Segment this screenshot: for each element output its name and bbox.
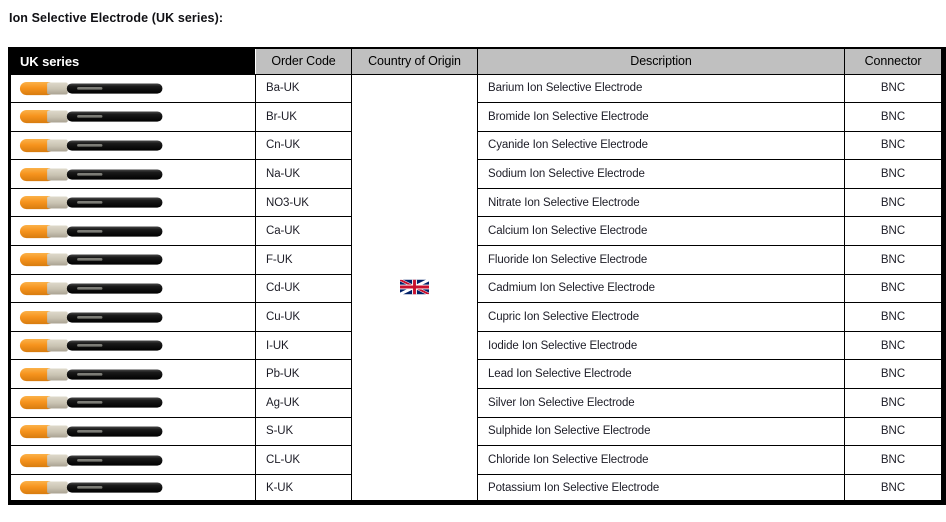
description: Sodium Ion Selective Electrode [488,168,645,181]
electrode-image [17,195,171,210]
electrode-label-mark [77,316,102,319]
order-code-cell [256,188,352,217]
description: Cupric Ion Selective Electrode [488,311,640,324]
connector: BNC [880,168,906,181]
description: Cadmium Ion Selective Electrode [488,282,655,295]
order-code: K-UK [266,481,294,494]
header-uk-series: UK series [10,48,256,74]
electrode-image [17,395,171,410]
electrode-label-mark [77,258,102,261]
electrode-image-cell [10,131,256,160]
order-code: Na-UK [266,168,301,181]
connector-cell [845,446,944,475]
connector: BNC [880,339,906,352]
connector-cell [845,274,944,303]
description: Silver Ion Selective Electrode [488,396,635,409]
order-code: Ca-UK [266,225,301,238]
electrode-image-cell [10,417,256,446]
electrode-image-cell [10,246,256,275]
electrode-label-mark [77,87,102,90]
electrode-image [17,252,171,267]
connector: BNC [880,454,906,467]
electrode-image-cell [10,103,256,132]
description-cell [478,360,845,389]
description-cell [478,217,845,246]
connector-cell [845,131,944,160]
order-code: Cn-UK [266,139,301,152]
electrode-image-cell [10,274,256,303]
electrode-image [17,310,171,325]
connector: BNC [880,368,906,381]
connector-cell [845,188,944,217]
electrode-image-cell [10,303,256,332]
order-code: I-UK [266,339,289,352]
order-code-cell [256,217,352,246]
connector-cell [845,103,944,132]
electrode-image [17,480,171,495]
description: Nitrate Ion Selective Electrode [488,196,640,209]
order-code: F-UK [266,253,293,266]
connector-cell [845,474,944,503]
description: Fluoride Ion Selective Electrode [488,253,648,266]
order-code: S-UK [266,425,294,438]
description: Cyanide Ion Selective Electrode [488,139,648,152]
description-cell [478,331,845,360]
electrode-image-cell [10,160,256,189]
order-code-cell [256,160,352,189]
connector-cell [845,303,944,332]
electrode-image [17,138,171,153]
connector-cell [845,246,944,275]
order-code: CL-UK [266,454,301,467]
order-code-cell [256,360,352,389]
description-cell [478,474,845,503]
connector: BNC [880,425,906,438]
electrode-image-cell [10,360,256,389]
description-cell [478,417,845,446]
description: Lead Ion Selective Electrode [488,368,632,381]
header-connector: Connector [845,48,944,74]
connector-cell [845,360,944,389]
electrode-image-cell [10,446,256,475]
order-code-cell [256,103,352,132]
description-cell [478,446,845,475]
electrode-label-mark [77,430,102,433]
electrode-label-mark [77,201,102,204]
electrode-image-cell [10,474,256,503]
description-cell [478,160,845,189]
description-cell [478,303,845,332]
electrode-image-cell [10,389,256,418]
description: Bromide Ion Selective Electrode [488,110,649,123]
connector-cell [845,74,944,103]
description-cell [478,389,845,418]
order-code: Br-UK [266,110,297,123]
electrode-label-mark [77,373,102,376]
uk-flag-icon [400,279,429,295]
connector-cell [845,217,944,246]
table-body [10,74,944,503]
country-of-origin-cell [352,74,478,503]
header-row [10,48,944,74]
electrode-image [17,281,171,296]
electrode-image [17,338,171,353]
connector-cell [845,389,944,418]
description-cell [478,131,845,160]
order-code-cell [256,131,352,160]
description: Potassium Ion Selective Electrode [488,481,660,494]
electrode-image-cell [10,331,256,360]
electrode-label-mark [77,144,102,147]
order-code: NO3-UK [266,196,309,209]
order-code-cell [256,446,352,475]
electrode-label-mark [77,115,102,118]
order-code: Cd-UK [266,282,301,295]
header-country-of-origin: Country of Origin [352,48,478,74]
order-code: Cu-UK [266,311,301,324]
order-code: Ag-UK [266,396,300,409]
electrode-label-mark [77,173,102,176]
electrode-label-mark [77,459,102,462]
electrode-label-mark [77,287,102,290]
connector: BNC [880,82,906,95]
electrode-image [17,81,171,96]
description: Sulphide Ion Selective Electrode [488,425,651,438]
connector: BNC [880,481,906,494]
connector-cell [845,331,944,360]
connector: BNC [880,396,906,409]
description-cell [478,74,845,103]
electrode-image-cell [10,74,256,103]
electrode-label-mark [77,230,102,233]
electrode-label-mark [77,486,102,489]
table-header [10,48,944,74]
connector: BNC [880,253,906,266]
electrode-label-mark [77,401,102,404]
order-code-cell [256,389,352,418]
connector: BNC [880,110,906,123]
order-code-cell [256,474,352,503]
description-cell [478,246,845,275]
electrode-image-cell [10,188,256,217]
connector: BNC [880,311,906,324]
electrode-image [17,367,171,382]
order-code-cell [256,246,352,275]
connector: BNC [880,139,906,152]
header-order-code: Order Code [256,48,352,74]
electrode-table [8,47,946,505]
electrode-image [17,424,171,439]
electrode-image [17,109,171,124]
page-title: Ion Selective Electrode (UK series): [9,11,224,25]
description: Chloride Ion Selective Electrode [488,454,649,467]
description-cell [478,274,845,303]
electrode-image-cell [10,217,256,246]
order-code-cell [256,74,352,103]
electrode-label-mark [77,344,102,347]
order-code-cell [256,274,352,303]
order-code: Pb-UK [266,368,300,381]
order-code-cell [256,417,352,446]
connector: BNC [880,225,906,238]
order-code-cell [256,303,352,332]
electrode-image [17,224,171,239]
connector: BNC [880,282,906,295]
electrode-image [17,453,171,468]
order-code: Ba-UK [266,82,300,95]
description-cell [478,103,845,132]
electrode-image [17,167,171,182]
header-description: Description [478,48,845,74]
table-row [10,74,944,103]
description: Iodide Ion Selective Electrode [488,339,638,352]
order-code-cell [256,331,352,360]
description-cell [478,188,845,217]
description: Barium Ion Selective Electrode [488,82,643,95]
description: Calcium Ion Selective Electrode [488,225,648,238]
connector: BNC [880,196,906,209]
connector-cell [845,160,944,189]
connector-cell [845,417,944,446]
